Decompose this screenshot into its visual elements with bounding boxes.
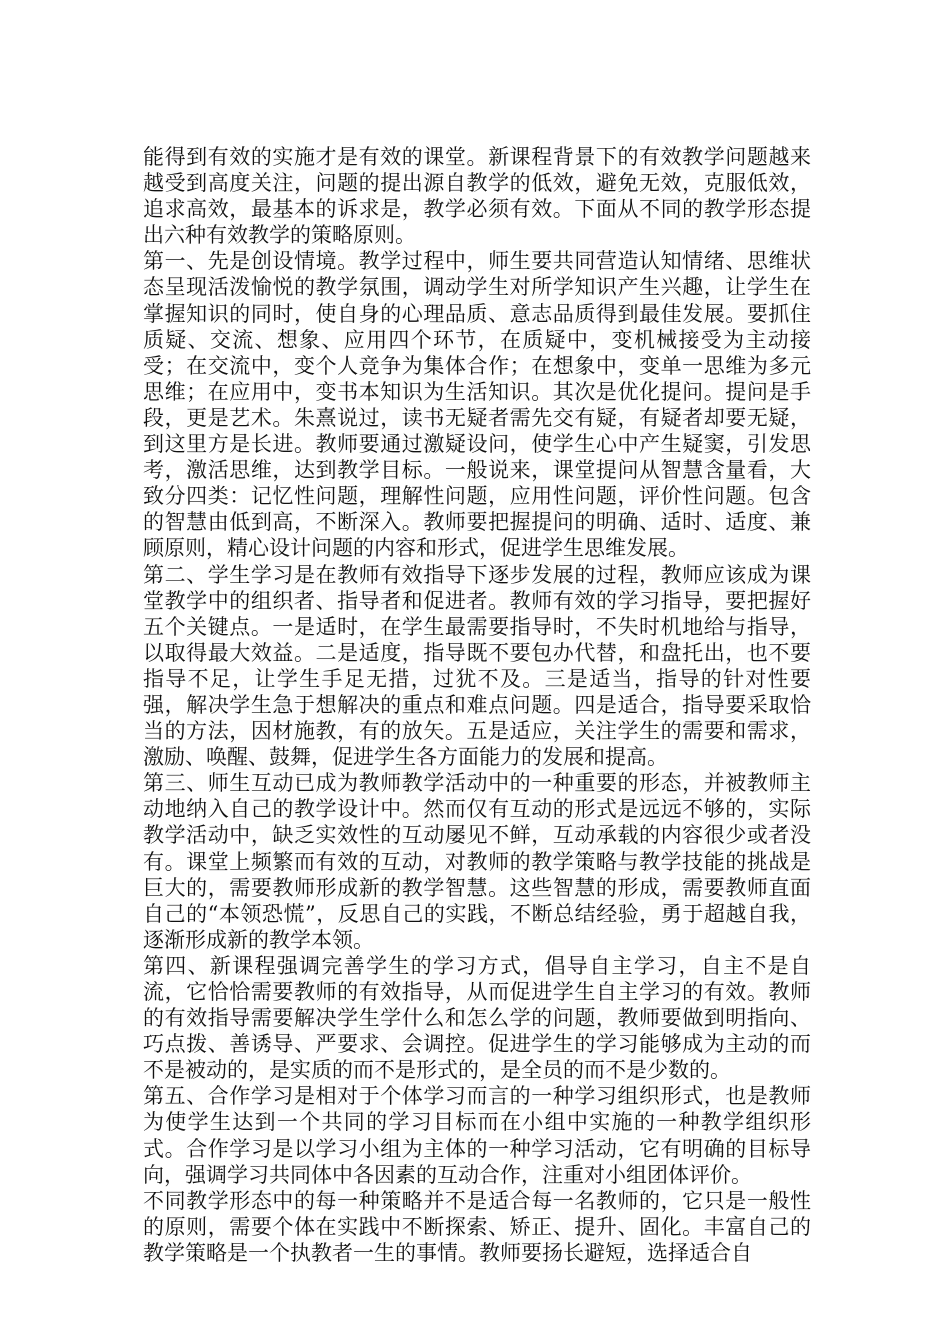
paragraph-first-strategy: 第一、先是创设情境。教学过程中，师生要共同营造认知情绪、思维状态呈现活泼愉悦的教学氛围，调动学生对所学知识产生兴趣，让学生在掌握知识的同时，使自身的心理品质、意志品质得到最佳发展。要抓住质疑、交流、想象、应用四个环节，在质疑中，变机械接受为主动接受；在交流中，变个人竞争为集体合作；在想象中，变单一思维为多元思维；在应用中，变书本知识为生活知识。其次是优化提问。提问是手段，更是艺术。朱熹说过，读书无疑者需先交有疑，有疑者却要无疑，到这里方是长进。教师要通过激疑设问，使学生心中产生疑窦，引发思考，激活思维，达到教学目标。一般说来，课堂提问从智慧含量看，大致分四类：记忆性问题，理解性问题，应用性问题，评价性问题。包含的智慧由低到高，不断深入。教师要把握提问的明确、适时、适度、兼顾原则，精心设计问题的内容和形式，促进学生思维发展。: [143, 249, 811, 561]
paragraph-third-strategy: 第三、师生互动已成为教师教学活动中的一种重要的形态，并被教师主动地纳入自己的教学设计中。然而仅有互动的形式是远远不够的，实际教学活动中，缺乏实效性的互动屡见不鲜，互动承载的内容很少或者没有。课堂上频繁而有效的互动，对教师的教学策略与教学技能的挑战是巨大的，需要教师形成新的教学智慧。这些智慧的形成，需要教师直面自己的“本领恐慌”，反思自己的实践，不断总结经验，勇于超越自我，逐渐形成新的教学本领。: [143, 771, 811, 952]
paragraph-second-strategy: 第二、学生学习是在教师有效指导下逐步发展的过程，教师应该成为课堂教学中的组织者、指导者和促进者。教师有效的学习指导，要把握好五个关键点。一是适时，在学生最需要指导时，不失时机地给与指导，以取得最大效益。二是适度，指导既不要包办代替，和盘托出，也不要指导不足，让学生手足无措，过犹不及。三是适当，指导的针对性要强，解决学生急于想解决的重点和难点问题。四是适合，指导要采取恰当的方法，因材施教，有的放矢。五是适应，关注学生的需要和需求，激励、唤醒、鼓舞，促进学生各方面能力的发展和提高。: [143, 562, 811, 770]
paragraph-fifth-strategy: 第五、合作学习是相对于个体学习而言的一种学习组织形式，也是教师为使学生达到一个共同的学习目标而在小组中实施的一种教学组织形式。合作学习是以学习小组为主体的一种学习活动，它有明确的目标导向，强调学习共同体中各因素的互动合作，注重对小组团体评价。: [143, 1084, 811, 1187]
paragraph-fourth-strategy: 第四、新课程强调完善学生的学习方式，倡导自主学习，自主不是自流，它恰恰需要教师的有效指导，从而促进学生自主学习的有效。教师的有效指导需要解决学生学什么和怎么学的问题，教师要做到明指向、巧点拨、善诱导、严要求、会调控。促进学生的学习能够成为主动的而不是被动的，是实质的而不是形式的，是全员的而不是少数的。: [143, 953, 811, 1083]
paragraph-intro: 能得到有效的实施才是有效的课堂。新课程背景下的有效教学问题越来越受到高度关注，问题的提出源自教学的低效，避免无效，克服低效，追求高效，最基本的诉求是，教学必须有效。下面从不同的教学形态提出六种有效教学的策略原则。: [143, 145, 811, 248]
document-page: [143, 144, 811, 1265]
paragraph-conclusion: 不同教学形态中的每一种策略并不是适合每一名教师的，它只是一般性的原则，需要个体在实践中不断探索、矫正、提升、固化。丰富自己的教学策略是一个执教者一生的事情。教师要扬长避短，选择适合自: [143, 1188, 811, 1265]
